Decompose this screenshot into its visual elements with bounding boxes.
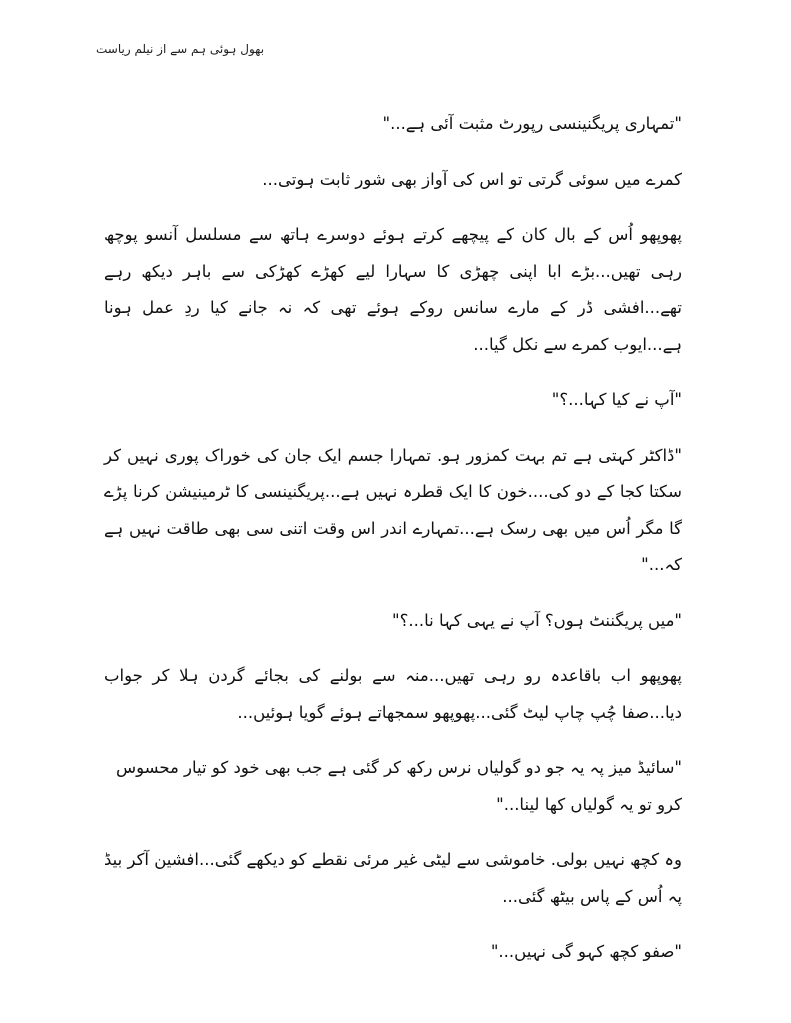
paragraph-report-positive: "تمہاری پریگنینسی رپورٹ مثبت آئی ہے..." <box>382 114 682 133</box>
paragraph-what-did-you-say: "آپ نے کیا کہا...؟" <box>551 390 682 409</box>
paragraph-silent-stare: وہ کچھ نہیں بولی. خاموشی سے لیٹی غیر مرئی نقطے کو دیکھے گئی...افشین آکر بیڈ پہ اُس کے پاس بیٹھ گئی... <box>103 850 682 906</box>
document-body <box>104 106 682 990</box>
paragraph-am-i-pregnant: "میں پریگننٹ ہوں؟ آپ نے یہی کہا نا...؟" <box>392 610 682 630</box>
paragraph-doctor-says: "ڈاکٹر کہتی ہے تم بہت کمزور ہو. تمہارا جسم ایک جان کی خوراک پوری نہیں کر سکتا کجا کے دو کی....خون کا ایک قطرہ نہیں ہے...پریگنینسی کا ٹرمینیشن کرنا پڑے گا مگر اُس میں بھی رسک ہے...تمہارے اندر اس وقت اتنی سی بھی طاقت نہیں ہے کہ..." <box>104 445 682 574</box>
paragraph-phuphu-crying: پھوپھو اب باقاعدہ رو رہی تھیں...منہ سے بولنے کی بجائے گردن ہلا کر جواب دیا...صفا چُپ چاپ لیٹ گئی...پھوپھو سمجھاتے ہوئے گویا ہوئیں... <box>104 666 682 722</box>
paragraph-safu-say-something: "صفو کچھ کہو گی نہیں..." <box>490 942 682 961</box>
paragraph-room-silence: کمرے میں سوئی گرتی تو اس کی آواز بھی شور ثابت ہوتی... <box>262 169 682 189</box>
paragraph-family-reaction: پھوپھو اُس کے بال کان کے پیچھے کرتے ہوئے دوسرے ہاتھ سے مسلسل آنسو پوچھ رہی تھیں...بڑے ابا اپنی چھڑی کا سہارا لیے کھڑے کھڑکی سے باہر دیکھ رہے تھے...افشی ڈر کے مارے سانس روکے ہوئے تھی کہ نہ جانے کیا ردِ عمل ہونا ہے...ایوب کمرے سے نکل گیا... <box>104 225 682 354</box>
running-header: بھول ہوئی ہم سے از نیلم ریاست <box>96 42 265 56</box>
paragraph-side-table-pills: "سائیڈ میز پہ یہ جو دو گولیاں نرس رکھ کر گئی ہے جب بھی خود کو تیار محسوس کرو تو یہ گولیاں کھا لینا..." <box>115 758 682 814</box>
